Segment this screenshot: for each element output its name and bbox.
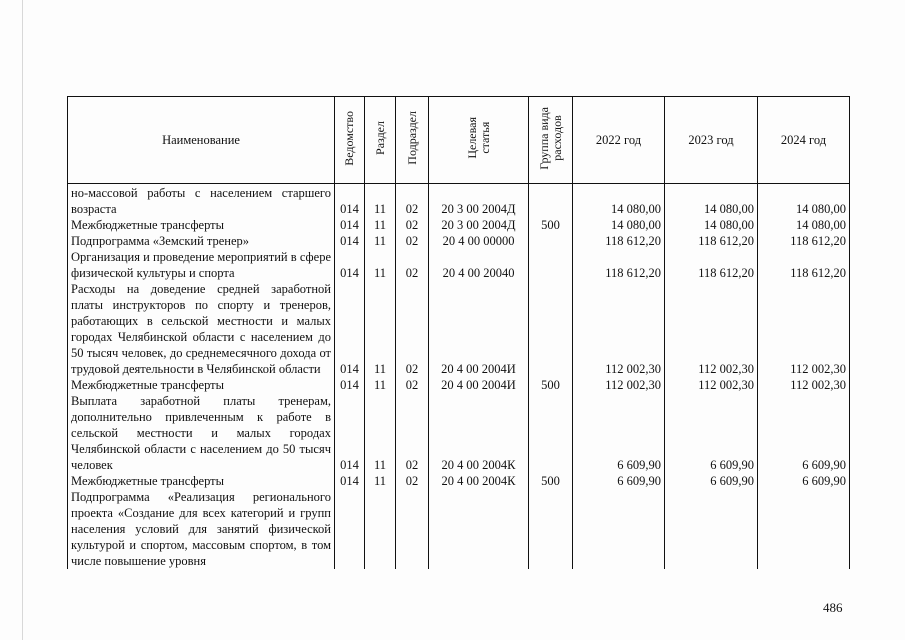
row-2023: 14 080,00 [665, 217, 758, 233]
row-2023: 6 609,90 [665, 393, 758, 473]
page-number: 486 [823, 600, 843, 615]
header-name: Наименование [68, 97, 335, 184]
table-row [68, 393, 850, 473]
row-gruppa [529, 281, 573, 377]
row-2024: 6 609,90 [758, 393, 850, 473]
row-tselevaya-statya: 20 4 00 2004И [429, 281, 529, 377]
row-2023: 112 002,30 [665, 281, 758, 377]
row-tselevaya-statya: 20 4 00 20040 [429, 249, 529, 281]
row-razdel: 11 [365, 233, 396, 249]
row-2022 [573, 489, 665, 569]
table-row [68, 473, 850, 489]
row-2023: 118 612,20 [665, 249, 758, 281]
row-gruppa [529, 233, 573, 249]
row-name: Подпрограмма «Реализация регионального проекта «Создание для всех категорий и групп населения условий для занятий физической культурой и спортом, массовым спортом, в том числе повышение уровня [68, 489, 335, 569]
header-2022: 2022 год [573, 97, 665, 184]
row-name: Межбюджетные трансферты [68, 377, 335, 393]
row-2023 [665, 489, 758, 569]
row-vedomstvo: 014 [335, 393, 365, 473]
row-name: Подпрограмма «Земский тренер» [68, 233, 335, 249]
row-2024: 112 002,30 [758, 377, 850, 393]
table-row [68, 233, 850, 249]
row-podrazdel [396, 489, 429, 569]
row-podrazdel: 02 [396, 249, 429, 281]
row-name: Межбюджетные трансферты [68, 473, 335, 489]
row-2022: 118 612,20 [573, 233, 665, 249]
row-2024: 112 002,30 [758, 281, 850, 377]
row-gruppa [529, 393, 573, 473]
row-2023: 112 002,30 [665, 377, 758, 393]
row-podrazdel: 02 [396, 184, 429, 218]
row-gruppa [529, 184, 573, 218]
header-podrazdel: Подраздел [396, 97, 429, 184]
row-razdel: 11 [365, 249, 396, 281]
row-vedomstvo: 014 [335, 217, 365, 233]
row-razdel: 11 [365, 473, 396, 489]
row-tselevaya-statya: 20 4 00 2004К [429, 473, 529, 489]
header-2023: 2023 год [665, 97, 758, 184]
row-2023: 14 080,00 [665, 184, 758, 218]
header-gruppa-vida-raskhodov: Группа вида расходов [529, 97, 573, 184]
row-podrazdel: 02 [396, 233, 429, 249]
row-2023: 118 612,20 [665, 233, 758, 249]
header-razdel: Раздел [365, 97, 396, 184]
row-name: Выплата заработной платы тренерам, дополнительно привлеченным к работе в сельской местности и малых городах Челябинской области с населением до 50 тысяч человек [68, 393, 335, 473]
header-vedomstvo: Ведомство [335, 97, 365, 184]
row-tselevaya-statya: 20 4 00 2004И [429, 377, 529, 393]
table-row [68, 281, 850, 377]
table-row [68, 249, 850, 281]
row-vedomstvo [335, 489, 365, 569]
budget-table [67, 96, 850, 569]
row-gruppa: 500 [529, 217, 573, 233]
row-2022: 112 002,30 [573, 281, 665, 377]
row-gruppa: 500 [529, 377, 573, 393]
row-2023: 6 609,90 [665, 473, 758, 489]
row-podrazdel: 02 [396, 377, 429, 393]
header-tselevaya-statya: Целевая статья [429, 97, 529, 184]
row-vedomstvo: 014 [335, 473, 365, 489]
row-vedomstvo: 014 [335, 249, 365, 281]
row-vedomstvo: 014 [335, 377, 365, 393]
row-2022: 6 609,90 [573, 473, 665, 489]
row-2024: 14 080,00 [758, 217, 850, 233]
row-name: Расходы на доведение средней заработной платы инструкторов по спорту и тренеров, работающих в сельской местности и малых городах Челябинской области с населением до 50 тысяч человек, до среднемесячного дохода от трудовой деятельности в Челябинской области [68, 281, 335, 377]
row-2022: 112 002,30 [573, 377, 665, 393]
row-name: Организация и проведение мероприятий в сфере физической культуры и спорта [68, 249, 335, 281]
row-podrazdel: 02 [396, 473, 429, 489]
row-name: но-массовой работы с населением старшего возраста [68, 184, 335, 218]
row-name: Межбюджетные трансферты [68, 217, 335, 233]
row-razdel [365, 489, 396, 569]
table-row [68, 217, 850, 233]
row-tselevaya-statya: 20 4 00 00000 [429, 233, 529, 249]
row-vedomstvo: 014 [335, 184, 365, 218]
row-2024 [758, 489, 850, 569]
header-row [68, 97, 850, 184]
row-gruppa [529, 249, 573, 281]
row-gruppa: 500 [529, 473, 573, 489]
row-vedomstvo: 014 [335, 233, 365, 249]
row-podrazdel: 02 [396, 393, 429, 473]
row-podrazdel: 02 [396, 217, 429, 233]
row-vedomstvo: 014 [335, 281, 365, 377]
row-2024: 118 612,20 [758, 249, 850, 281]
row-2022: 14 080,00 [573, 184, 665, 218]
row-2022: 6 609,90 [573, 393, 665, 473]
row-podrazdel: 02 [396, 281, 429, 377]
row-gruppa [529, 489, 573, 569]
row-razdel: 11 [365, 217, 396, 233]
header-2024: 2024 год [758, 97, 850, 184]
row-2022: 14 080,00 [573, 217, 665, 233]
row-razdel: 11 [365, 393, 396, 473]
table-row [68, 184, 850, 218]
row-tselevaya-statya: 20 4 00 2004К [429, 393, 529, 473]
row-tselevaya-statya [429, 489, 529, 569]
row-2024: 118 612,20 [758, 233, 850, 249]
row-tselevaya-statya: 20 3 00 2004Д [429, 184, 529, 218]
row-razdel: 11 [365, 281, 396, 377]
row-2022: 118 612,20 [573, 249, 665, 281]
table-row [68, 377, 850, 393]
row-2024: 14 080,00 [758, 184, 850, 218]
row-2024: 6 609,90 [758, 473, 850, 489]
row-razdel: 11 [365, 377, 396, 393]
row-razdel: 11 [365, 184, 396, 218]
row-tselevaya-statya: 20 3 00 2004Д [429, 217, 529, 233]
table-row [68, 489, 850, 569]
page-edge [22, 0, 23, 640]
